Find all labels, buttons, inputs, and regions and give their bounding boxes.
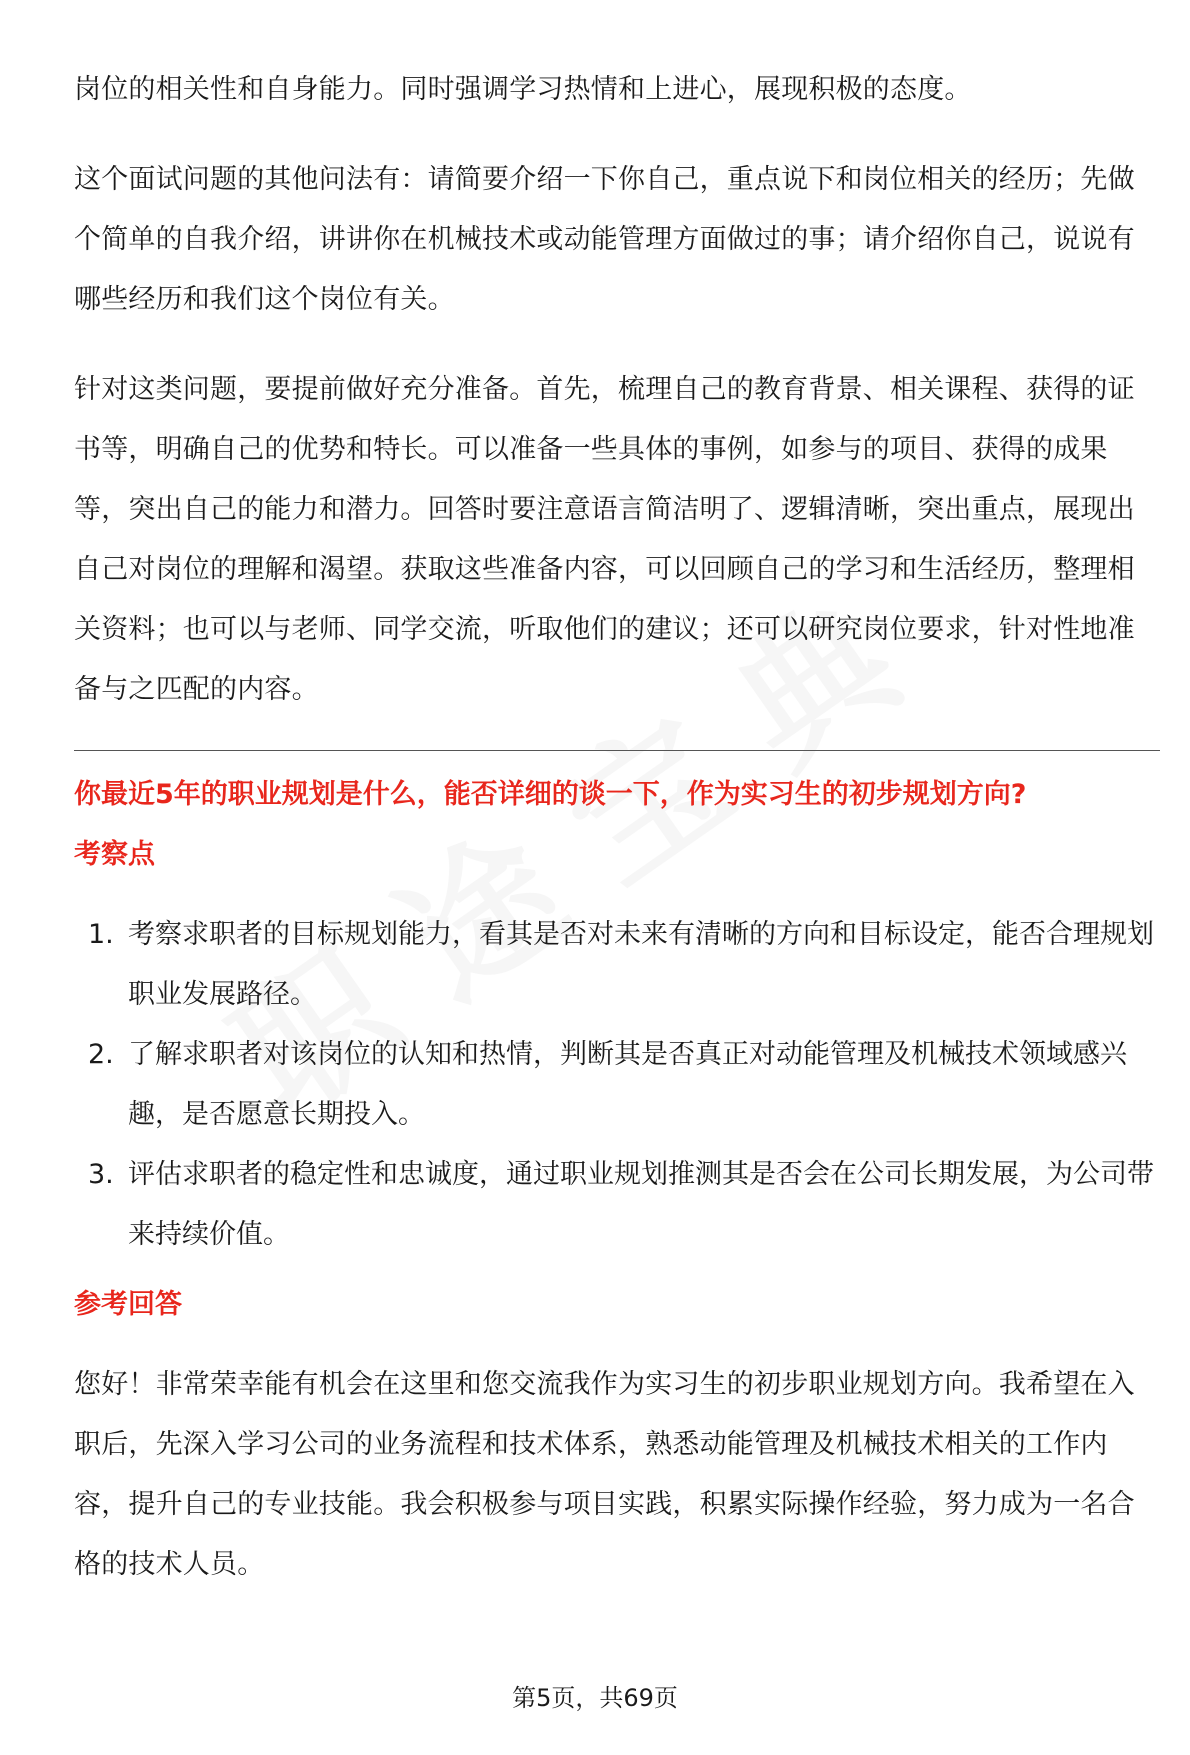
question-heading: 你最近5年的职业规划是什么，能否详细的谈一下，作为实习生的初步规划方向? xyxy=(74,779,1027,810)
list-item-number: 3. xyxy=(88,1159,114,1190)
list-item-text: 考察求职者的目标规划能力，看其是否对未来有清晰的方向和目标设定，能否合理规划职业发展路径。 xyxy=(128,919,1154,1010)
section-divider xyxy=(74,750,1160,751)
intro-paragraph-tail: 岗位的相关性和自身能力。同时强调学习热情和上进心，展现积极的态度。 xyxy=(74,74,972,105)
focus-label: 考察点 xyxy=(74,839,155,870)
answer-paragraph: 您好！非常荣幸能有机会在这里和您交流我作为实习生的初步职业规划方向。我希望在入职后，先深入学习公司的业务流程和技术体系，熟悉动能管理及机械技术相关的工作内容，提升自己的专业技能。我会积极参与项目实践，积累实际操作经验，努力成为一名合格的技术人员。 xyxy=(74,1369,1135,1580)
other-phrasings-paragraph: 这个面试问题的其他问法有：请简要介绍一下你自己，重点说下和岗位相关的经历；先做个简单的自我介绍，讲讲你在机械技术或动能管理方面做过的事；请介绍你自己，说说有哪些经历和我们这个岗位有关。 xyxy=(74,164,1135,315)
list-item-text: 评估求职者的稳定性和忠诚度，通过职业规划推测其是否会在公司长期发展，为公司带来持续价值。 xyxy=(128,1159,1154,1250)
answer-label: 参考回答 xyxy=(74,1289,182,1320)
list-item-text: 了解求职者对该岗位的认知和热情，判断其是否真正对动能管理及机械技术领域感兴趣，是否愿意长期投入。 xyxy=(128,1039,1127,1130)
list-item xyxy=(74,905,1160,1025)
list-item xyxy=(74,1145,1160,1265)
focus-points-list xyxy=(74,905,1160,1265)
list-item xyxy=(74,1025,1160,1145)
preparation-paragraph: 针对这类问题，要提前做好充分准备。首先，梳理自己的教育背景、相关课程、获得的证书等，明确自己的优势和特长。可以准备一些具体的事例，如参与的项目、获得的成果等，突出自己的能力和潜力。回答时要注意语言简洁明了、逻辑清晰，突出重点，展现出自己对岗位的理解和渴望。获取这些准备内容，可以回顾自己的学习和生活经历，整理相关资料；也可以与老师、同学交流，听取他们的建议；还可以研究岗位要求，针对性地准备与之匹配的内容。 xyxy=(74,374,1135,705)
page-footer: 第5页，共69页 xyxy=(512,1684,678,1712)
page-content xyxy=(74,60,1160,1625)
list-item-number: 1. xyxy=(88,919,114,950)
list-item-number: 2. xyxy=(88,1039,114,1070)
